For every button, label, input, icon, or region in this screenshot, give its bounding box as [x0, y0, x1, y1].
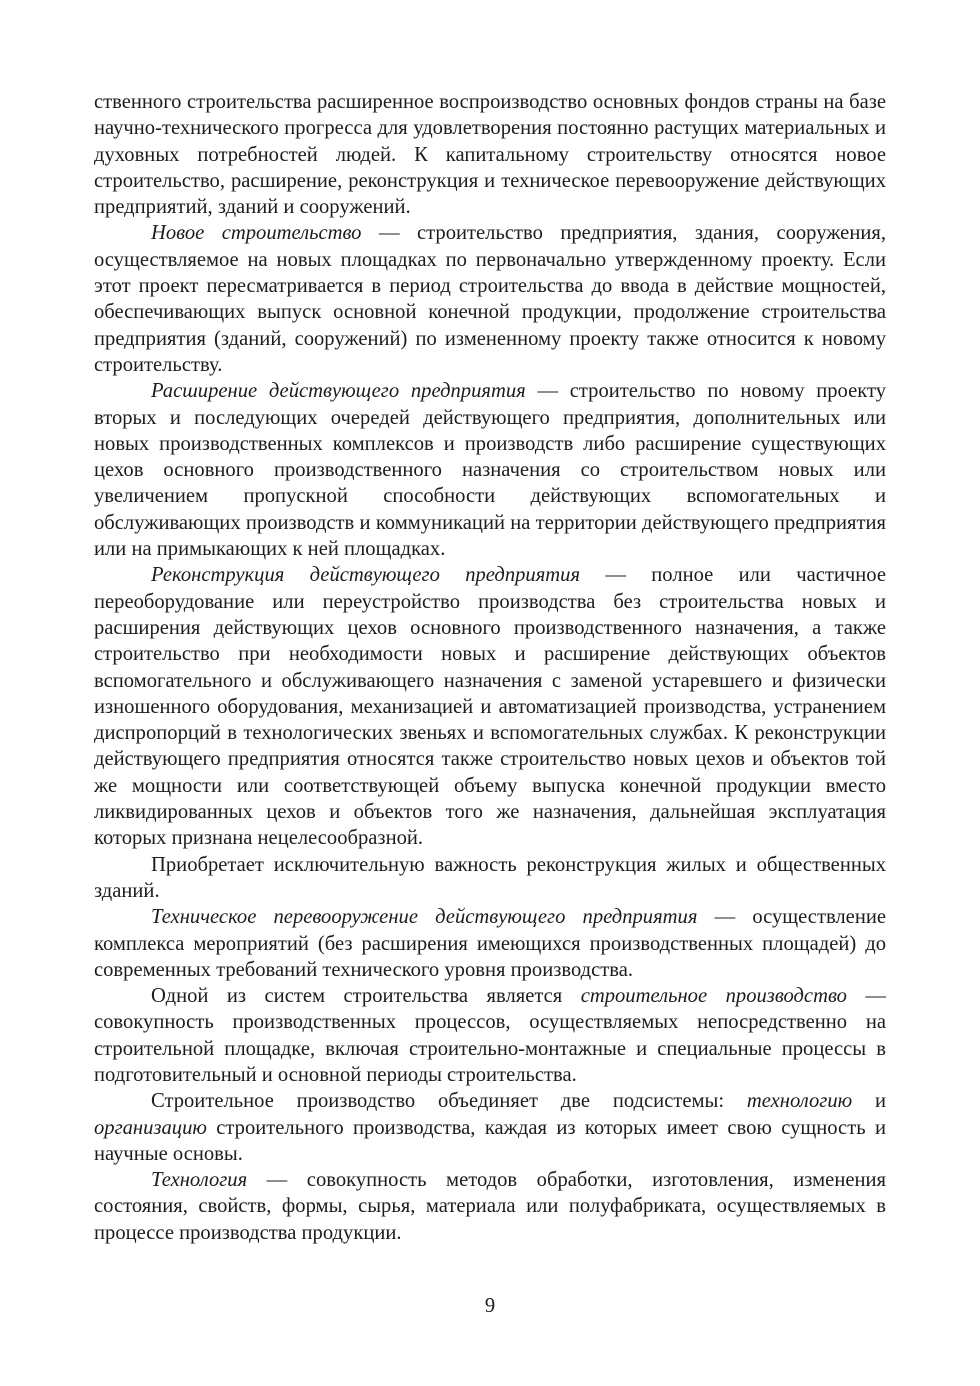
- definition-text: — строительство по новому проекту вторых и последующих очередей действующего предприятия, дополнительных или новых производственных комплексов и производств либо расширение существующих цехов основного производственного назначения со строительством новых или увеличением пропускной способности действующих вспомогательных и обслуживающих производств и коммуникаций на территории действующего предприятия или на примыкающих к ней площадках.: [94, 380, 886, 561]
- page-number: 9: [484, 1295, 496, 1317]
- page-body: [94, 89, 886, 1246]
- definition-text: — совокупность производственных процессов, осуществляемых непосредственно на строительной площадке, включая строительно-монтажные и специальные процессы в подготовительный и основной периоды строительства.: [94, 985, 887, 1086]
- term-technical-reequipment: Техническое перевооружение действующего предприятия: [151, 906, 698, 929]
- paragraph-construction-production: [94, 983, 886, 1088]
- definition-text: — совокупность методов обработки, изготовления, изменения состояния, свойств, формы, сырья, материала или полуфабриката, осуществляемых в процессе производства продукции.: [94, 1169, 886, 1244]
- term-technology: технологию: [746, 1090, 853, 1113]
- paragraph-text: ственного строительства расширенное воспроизводство основных фондов страны на базе научно-технического прогресса для удовлетворения постоянно растущих материальных и духовных потребностей людей. К капитальному строительству относятся новое строительство, расширение, реконструкция и техническое перевооружение действующих предприятий, зданий и сооружений.: [94, 91, 886, 219]
- definition-text: — строительство предприятия, здания, сооружения, осуществляемое на новых площадках по первоначально утвержденному проекту. Если этот проект пересматривается в период строительства до ввода в действие мощностей, обеспечивающих выпуск основной конечной продукции, продолжение строительства предприятия (зданий, сооружений) по измененному проекту также относится к новому строительству.: [94, 222, 886, 376]
- definition-text: — осуществление комплекса мероприятий (без расширения имеющихся производственных площадей) до современных требований технического уровня производства.: [94, 906, 887, 981]
- term-expansion: Расширение действующего предприятия: [151, 380, 526, 403]
- paragraph-technical-reequipment: [94, 904, 886, 983]
- paragraph-continuation: [94, 89, 886, 220]
- paragraph-text: Приобретает исключительную важность реконструкция жилых и общественных зданий.: [94, 853, 886, 902]
- term-reconstruction: Реконструкция действующего предприятия: [151, 564, 581, 587]
- conjunction-text: и: [852, 1090, 887, 1113]
- term-construction-production: строительное производство: [580, 985, 847, 1008]
- paragraph-lead-text: Одной из систем строительства является: [151, 985, 581, 1008]
- term-organization: организацию: [94, 1116, 207, 1139]
- paragraph-importance: [94, 852, 886, 905]
- paragraph-lead-text: Строительное производство объединяет две подсистемы:: [151, 1090, 747, 1113]
- term-technology-definition: Технология: [151, 1169, 248, 1192]
- paragraph-reconstruction: [94, 562, 886, 851]
- paragraph-subsystems: [94, 1088, 886, 1167]
- paragraph-technology: [94, 1167, 886, 1246]
- paragraph-text: строительного производства, каждая из которых имеет свою сущность и научные основы.: [94, 1116, 886, 1165]
- paragraph-new-construction: [94, 220, 886, 378]
- definition-text: — полное или частичное переоборудование или переустройство производства без строительства новых и расширения действующих цехов основного производственного назначения, а также строительство при необходимости новых и расширение действующих объектов вспомогательного и обслуживающего назначения с заменой устаревшего и физически изношенного оборудования, механизацией и автоматизацией производства, устранением диспропорций в технологических звеньях и вспомогательных службах. К реконструкции действующего предприятия относятся также строительство новых цехов и объектов той же мощности или соответствующей объему выпуска конечной продукции вместо ликвидированных цехов и объектов того же назначения, дальнейшая эксплуатация которых признана нецелесообразной.: [94, 564, 886, 850]
- term-new-construction: Новое строительство: [151, 222, 362, 245]
- paragraph-expansion: [94, 378, 886, 562]
